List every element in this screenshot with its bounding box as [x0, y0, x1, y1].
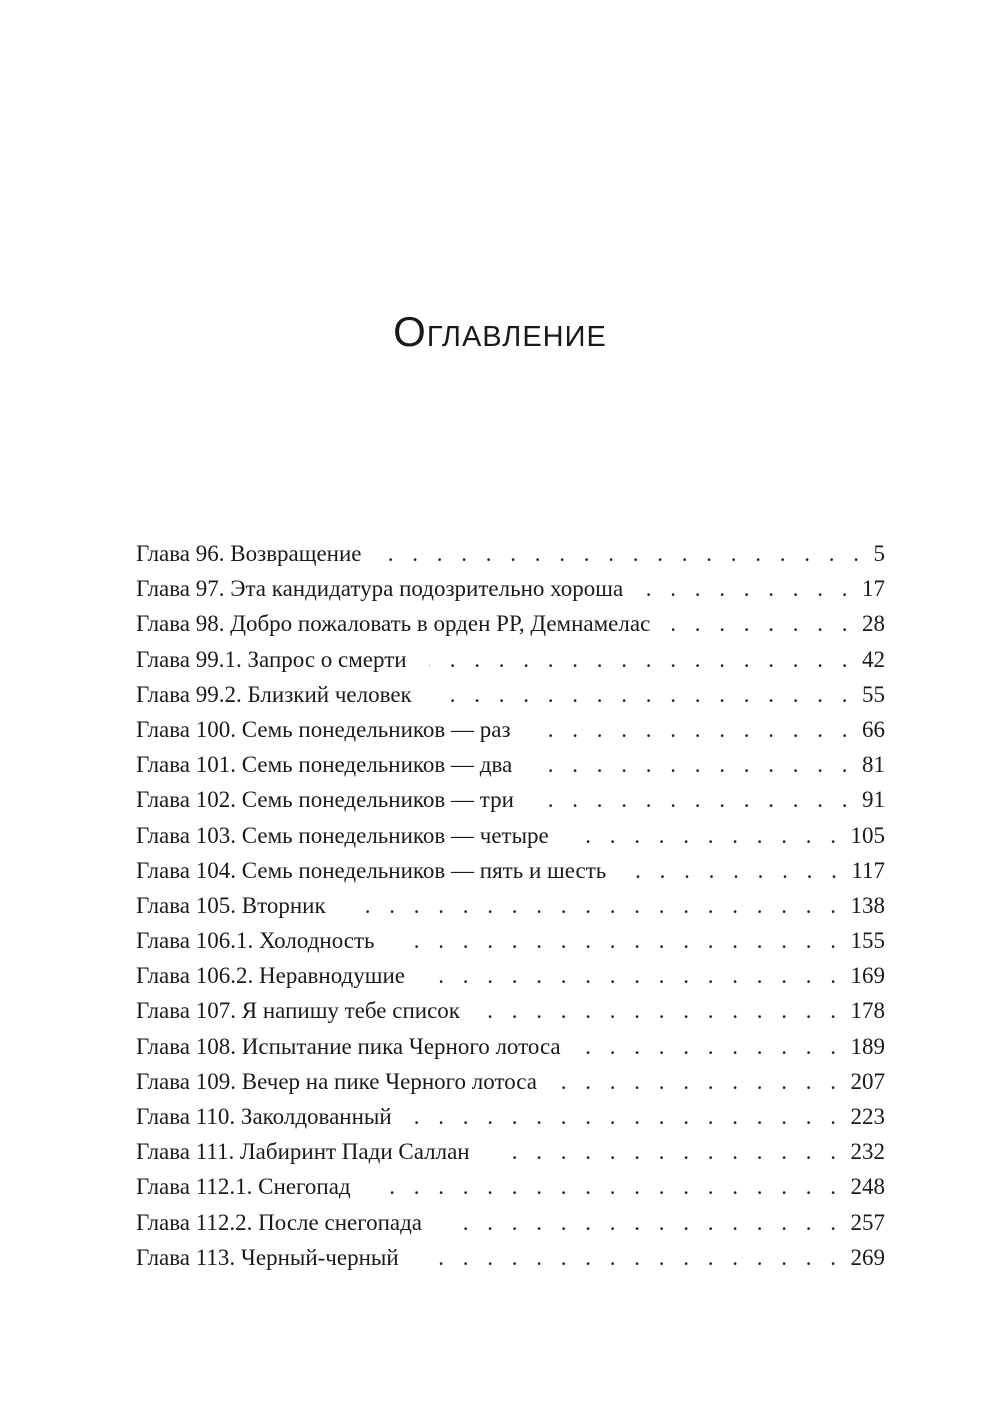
toc-entry[interactable]: [136, 853, 885, 888]
dot-leader: [444, 1205, 842, 1240]
dot-leader: [559, 1064, 843, 1099]
toc-entry-label: Глава 110. Заколдованный: [136, 1104, 392, 1129]
dot-leader: [672, 606, 854, 641]
dot-leader: [421, 1240, 843, 1275]
toc-entry-page: 66: [862, 716, 885, 742]
toc-entry-label: Глава 108. Испытание пика Черного лотоса: [136, 1033, 561, 1059]
toc-entry-page: 169: [850, 963, 885, 989]
page-title: Оглавление: [393, 308, 607, 355]
toc-entry-page: 155: [850, 928, 885, 954]
toc-entry-page: 189: [850, 1033, 885, 1059]
toc-entry-label: Глава 101. Семь понедельников — два: [136, 752, 513, 778]
toc-entry-page: 232: [850, 1139, 885, 1165]
toc-entry-page: 257: [850, 1209, 885, 1235]
toc-entry-label: Глава 107. Я напишу тебе список: [136, 998, 460, 1024]
toc-entry-page: 28: [862, 611, 885, 637]
toc-entry[interactable]: [136, 1240, 885, 1275]
dot-leader: [645, 571, 854, 606]
toc-entry[interactable]: [136, 536, 885, 571]
dot-leader: [373, 1169, 843, 1204]
toc-entry-page: 81: [862, 752, 885, 778]
dot-leader: [533, 712, 854, 747]
toc-entry[interactable]: [136, 642, 885, 677]
toc-entry-label: Глава 109. Вечер на пике Черного лотоса: [136, 1068, 537, 1094]
toc-entry[interactable]: [136, 993, 885, 1028]
toc-entry-label: Глава 97. Эта кандидатура подозрительно хороша: [136, 576, 624, 602]
toc-entry-label: Глава 98. Добро пожаловать в орден РР, Демнамелас: [136, 611, 651, 637]
toc-entry[interactable]: [136, 677, 885, 712]
toc-entry[interactable]: [136, 1064, 885, 1099]
toc-entry[interactable]: [136, 782, 885, 817]
dot-leader: [434, 677, 854, 712]
toc-entry[interactable]: [136, 606, 885, 641]
dot-leader: [348, 888, 843, 923]
dot-leader: [571, 818, 843, 853]
toc-entry-label: Глава 113. Черный-черный: [136, 1244, 399, 1270]
toc-entry-label: Глава 106.2. Неравнодушие: [136, 963, 405, 989]
toc-entry-label: Глава 99.2. Близкий человек: [136, 681, 412, 707]
toc-entry-label: Глава 103. Семь понедельников — четыре: [136, 822, 549, 848]
toc-entry-page: 5: [873, 541, 885, 566]
toc-entry-page: 223: [850, 1104, 885, 1129]
dot-leader: [583, 1029, 843, 1064]
toc-entry-label: Глава 102. Семь понедельников — три: [136, 787, 514, 813]
toc-entry-label: Глава 111. Лабиринт Пади Саллан: [136, 1139, 470, 1165]
dot-leader: [534, 747, 854, 782]
toc-entry-page: 105: [850, 822, 885, 848]
toc-entry[interactable]: [136, 571, 885, 606]
toc-entry-page: 55: [862, 681, 885, 707]
table-of-contents: [136, 536, 885, 1275]
toc-entry-label: Глава 100. Семь понедельников — раз: [136, 716, 511, 742]
toc-entry[interactable]: [136, 712, 885, 747]
toc-entry[interactable]: [136, 1169, 885, 1204]
toc-entry[interactable]: [136, 1134, 885, 1169]
toc-entry[interactable]: [136, 888, 885, 923]
dot-leader: [482, 993, 843, 1028]
dot-leader: [429, 642, 854, 677]
toc-entry-page: 42: [862, 646, 885, 672]
dot-leader: [536, 782, 854, 817]
toc-entry-page: 17: [862, 576, 885, 602]
toc-entry-label: Глава 99.1. Запрос о смерти: [136, 646, 407, 672]
dot-leader: [492, 1134, 843, 1169]
dot-leader: [397, 923, 843, 958]
toc-entry-page: 269: [850, 1244, 885, 1270]
toc-entry-label: Глава 112.1. Снегопад: [136, 1174, 351, 1200]
toc-entry[interactable]: [136, 1099, 885, 1134]
dot-leader: [414, 1099, 843, 1134]
toc-entry-label: Глава 104. Семь понедельников — пять и шесть: [136, 857, 607, 883]
toc-entry[interactable]: [136, 818, 885, 853]
toc-entry-label: Глава 112.2. После снегопада: [136, 1209, 423, 1235]
dot-leader: [427, 958, 843, 993]
toc-entry-label: Глава 106.1. Холодность: [136, 928, 375, 954]
toc-entry[interactable]: [136, 1205, 885, 1240]
toc-entry-page: 178: [850, 998, 885, 1024]
toc-entry-page: 207: [850, 1068, 885, 1094]
toc-entry[interactable]: [136, 1029, 885, 1064]
dot-leader: [628, 853, 843, 888]
toc-entry-page: 117: [851, 857, 885, 883]
toc-entry[interactable]: [136, 747, 885, 782]
toc-entry-page: 248: [850, 1174, 885, 1200]
toc-entry-label: Глава 96. Возвращение: [136, 541, 362, 566]
toc-entry-label: Глава 105. Вторник: [136, 892, 326, 918]
toc-entry[interactable]: [136, 923, 885, 958]
toc-entry-page: 91: [862, 787, 885, 813]
dot-leader: [384, 536, 866, 571]
toc-entry-page: 138: [850, 892, 885, 918]
toc-entry[interactable]: [136, 958, 885, 993]
